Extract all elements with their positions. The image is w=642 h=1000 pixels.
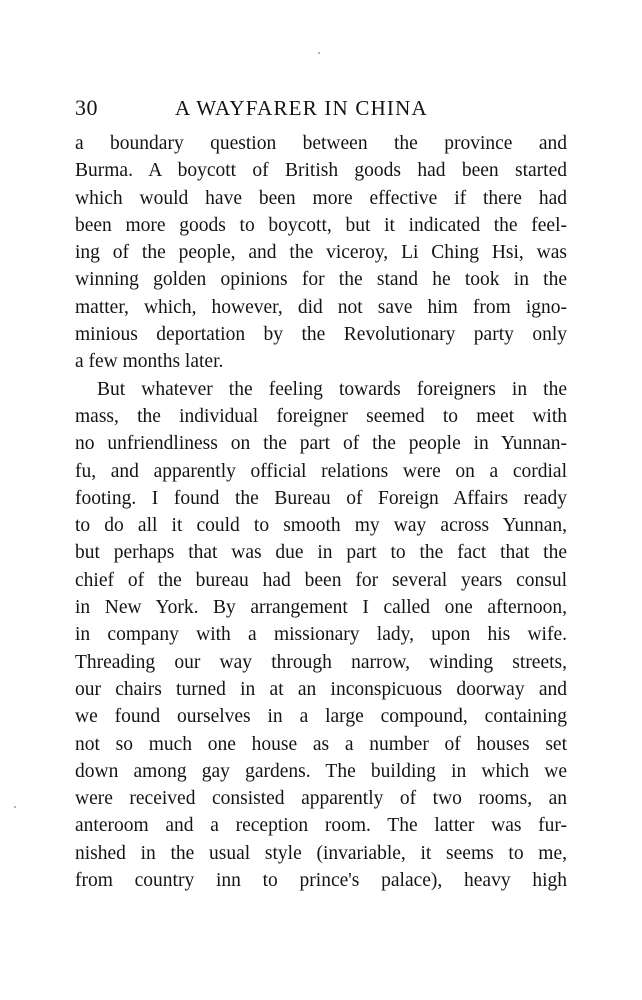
text-line: minious deportation by the Revolutionary party only [75,324,567,346]
text-line: chief of the bureau had been for several years consul [75,569,567,591]
text-line: footing. I found the Bureau of Foreign Affairs ready [75,487,567,509]
text-line: ing of the people, and the viceroy, Li Ching Hsi, was [75,242,567,264]
text-line: which would have been more effective if there had [75,187,567,209]
paragraph [75,130,567,376]
running-title: A WAYFARER IN CHINA [175,96,428,120]
text-line: fu, and apparently official relations were on a cordial [75,460,567,482]
text-line: been more goods to boycott, but it indicated the feel- [75,214,567,236]
text-line: our chairs turned in at an inconspicuous doorway and [75,678,567,700]
text-line: Burma. A boycott of British goods had been started [75,160,567,182]
text-line: to do all it could to smooth my way across Yunnan, [75,515,567,537]
text-line: we found ourselves in a large compound, containing [75,706,567,728]
text-line: matter, which, however, did not save him from igno- [75,296,567,318]
text-line: in company with a missionary lady, upon his wife. [75,624,567,646]
paper-speck [14,806,16,808]
text-line: no unfriendliness on the part of the people in Yunnan- [75,433,567,455]
text-line: But whatever the feeling towards foreigners in the [97,378,567,400]
text-line: down among gay gardens. The building in which we [75,760,567,782]
text-line: a few months later. [75,351,224,373]
text-line: mass, the individual foreigner seemed to meet with [75,405,567,427]
text-line: in New York. By arrangement I called one afternoon, [75,597,567,619]
text-line: were received consisted apparently of two rooms, an [75,788,567,810]
text-line: winning golden opinions for the stand he took in the [75,269,567,291]
text-line: nished in the usual style (invariable, it seems to me, [75,842,567,864]
text-line: from country inn to prince's palace), heavy high [75,870,567,892]
paper-speck [318,52,320,54]
text-line: Threading our way through narrow, winding streets, [75,651,567,673]
text-line: but perhaps that was due in part to the fact that the [75,542,567,564]
text-line: a boundary question between the province and [75,133,567,154]
paragraph [75,376,567,895]
page-number: 30 [75,95,98,120]
text-line: not so much one house as a number of houses set [75,733,567,755]
text-line: anteroom and a reception room. The latter was fur- [75,815,567,837]
page-header [75,92,567,124]
body-text [75,130,567,894]
